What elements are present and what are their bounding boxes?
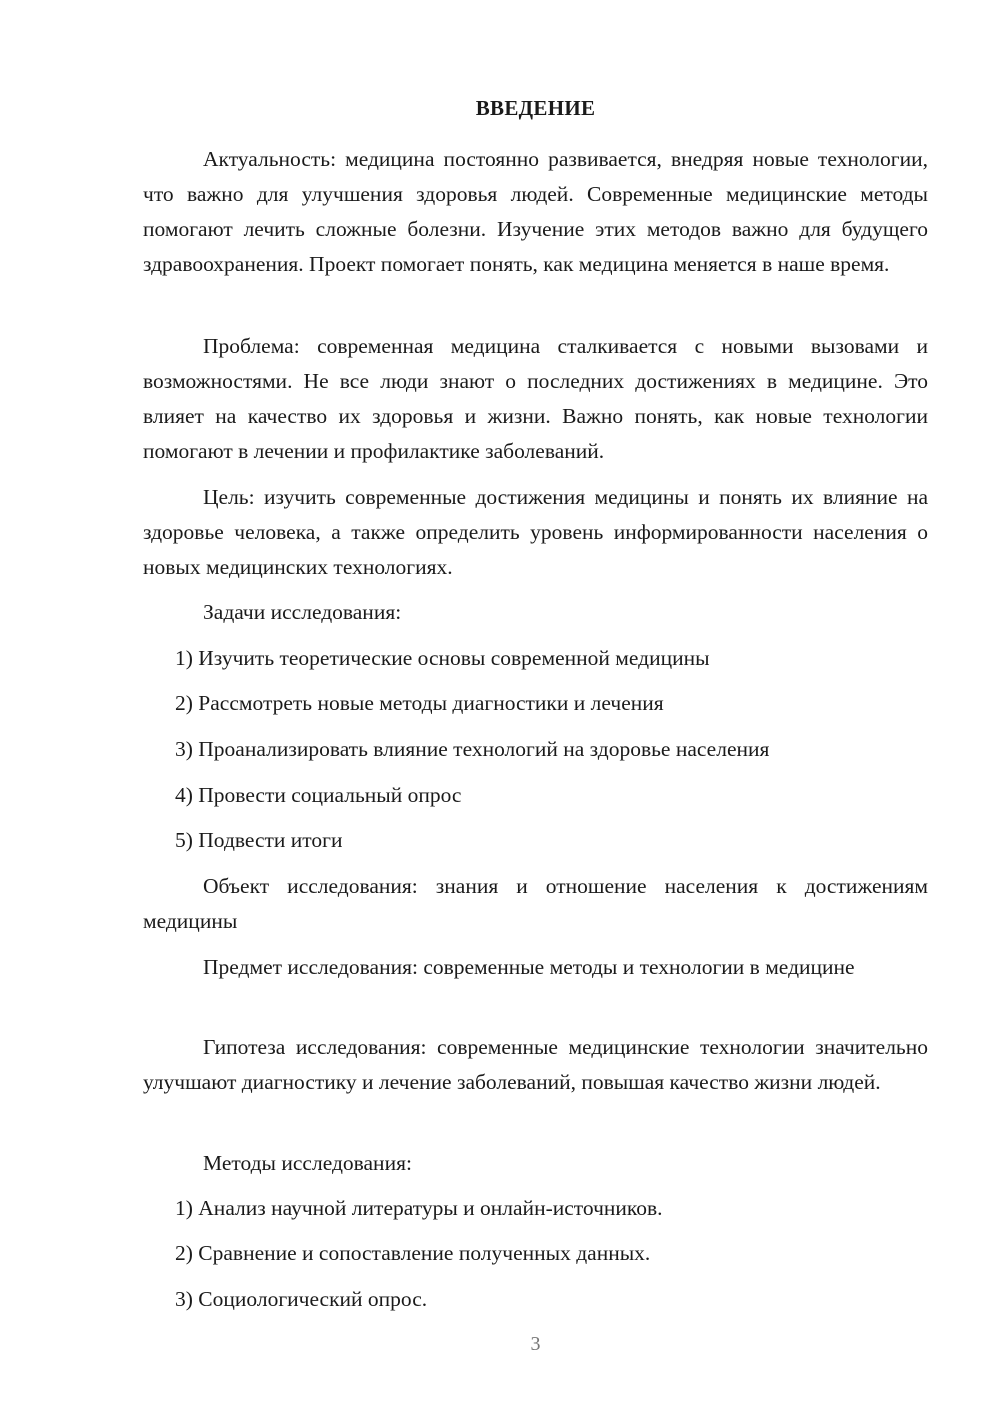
task-item: 3) Проанализировать влияние технологий на здоровье населения [175,737,770,761]
task-item: 1) Изучить теоретические основы современной медицины [175,646,710,670]
method-item: 2) Сравнение и сопоставление полученных данных. [175,1241,651,1265]
relevance-paragraph: Актуальность: медицина постоянно развивается, внедряя новые технологии, что важно для улучшения здоровья людей. Современные медицинские методы помогают лечить сложные болезни. Изучение этих методов важно для будущего здравоохранения. Проект помогает понять, как медицина меняется в наше время. [143,147,928,276]
problem-paragraph: Проблема: современная медицина сталкивается с новыми вызовами и возможностями. Не все люди знают о последних достижениях в медицине. Это влияет на качество их здоровья и жизни. Важно понять, как новые технологии помогают в лечении и профилактике заболеваний. [143,334,928,463]
task-item: 2) Рассмотреть новые методы диагностики и лечения [175,691,664,715]
method-item: 3) Социологический опрос. [175,1287,428,1311]
subject-paragraph: Предмет исследования: современные методы и технологии в медицине [203,955,855,979]
document-page [143,0,928,1414]
tasks-heading: Задачи исследования: [203,600,402,624]
methods-heading: Методы исследования: [203,1151,412,1175]
task-item: 4) Провести социальный опрос [175,783,462,807]
hypothesis-paragraph: Гипотеза исследования: современные медицинские технологии значительно улучшают диагностику и лечение заболеваний, повышая качество жизни людей. [143,1035,928,1094]
page-number: 3 [530,1333,541,1355]
page-title: ВВЕДЕНИЕ [475,96,596,120]
task-item: 5) Подвести итоги [175,828,343,852]
object-paragraph: Объект исследования: знания и отношение населения к достижениям медицины [143,874,928,933]
method-item: 1) Анализ научной литературы и онлайн-источников. [175,1196,663,1220]
goal-paragraph: Цель: изучить современные достижения медицины и понять их влияние на здоровье человека, а также определить уровень информированности населения о новых медицинских технологиях. [143,485,928,579]
